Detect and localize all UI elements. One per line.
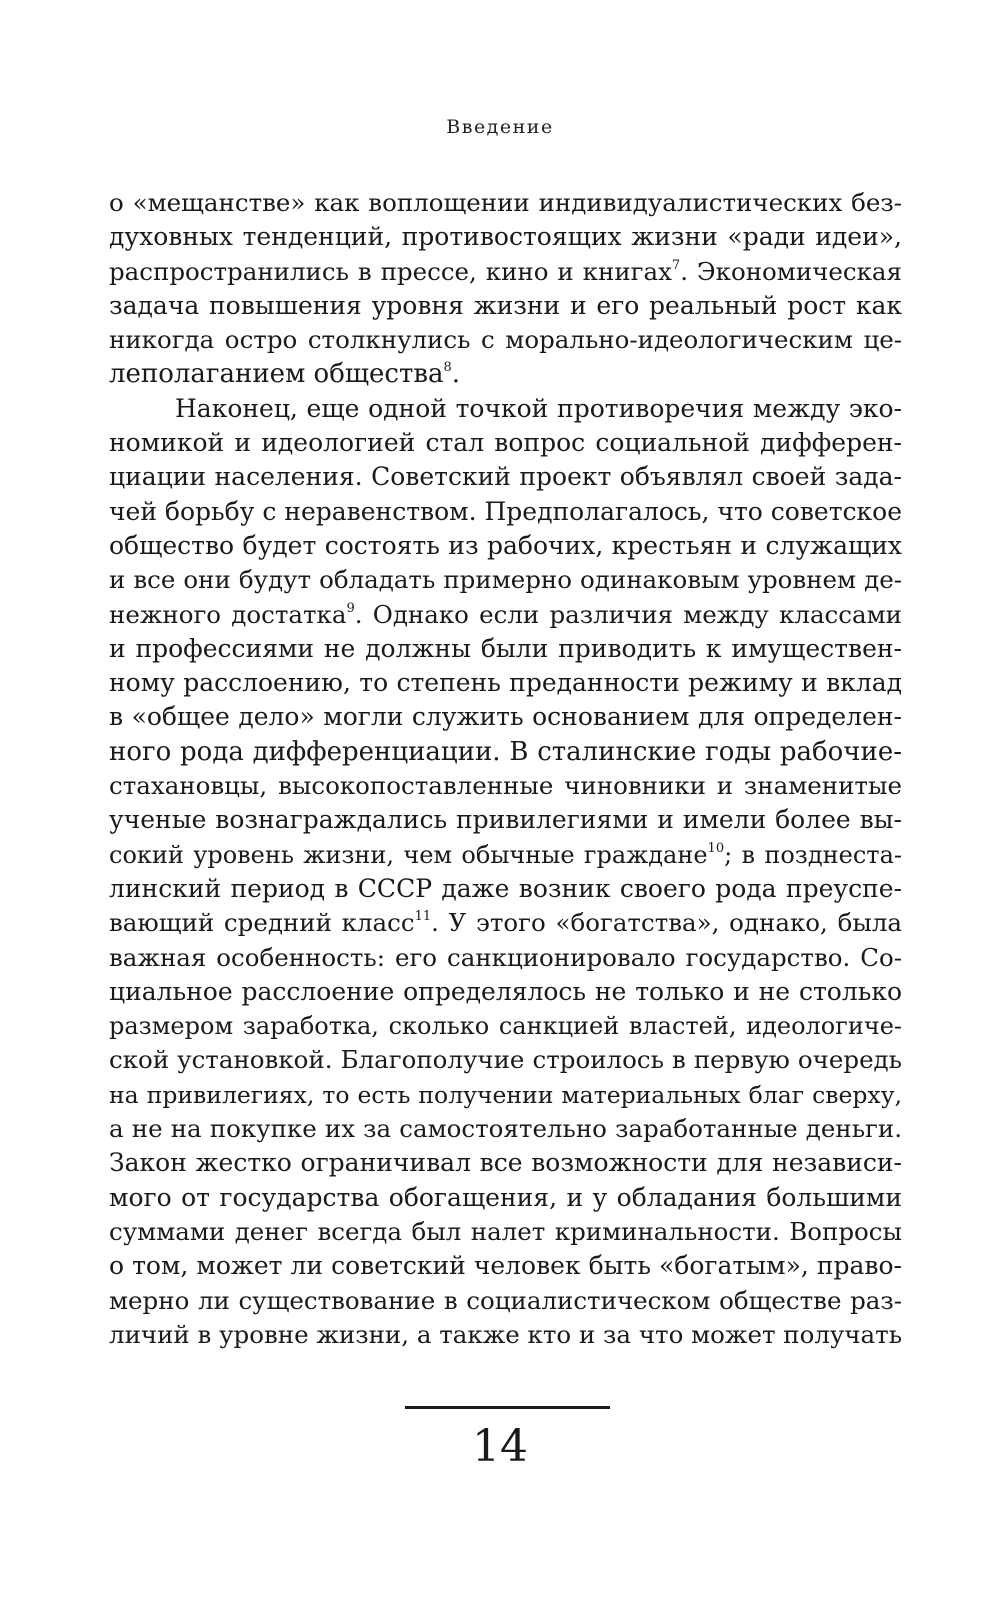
footnote-ref-8[interactable]: 8 [443, 360, 452, 376]
text-line: общество будет состоять из рабочих, крестьян и служащих [109, 530, 902, 560]
paragraph-2 [109, 392, 902, 1352]
text-line: личий в уровне жизни, а также кто и за что может получать [109, 1319, 902, 1349]
page-number-rule [405, 1406, 610, 1409]
text-line: и профессиями не должны были приводить к имуществен- [109, 633, 902, 663]
text-line: циальное расслоение определялось не только и не столько [109, 976, 902, 1006]
text-line [109, 598, 902, 632]
text-line: размером заработка, сколько санкцией властей, идеологиче- [109, 1012, 902, 1041]
line-segment: . [451, 359, 461, 390]
text-line: о «мещанстве» как воплощении индивидуалистических без- [109, 188, 902, 217]
text-line: чей борьбу с неравенством. Предполагалось, что советское [109, 496, 902, 526]
text-line [109, 906, 902, 940]
text-line: мого от государства обогащения, и у обладания большими [109, 1182, 902, 1212]
page-number: 14 [472, 1421, 528, 1472]
running-head: Введение [446, 116, 554, 138]
line-segment: леполаганием общества [109, 359, 444, 390]
text-line: линский период в СССР даже возник своего рода преуспе- [109, 873, 902, 903]
text-line: стахановцы, высокопоставленные чиновники и знаменитые [109, 771, 902, 801]
text-line [109, 255, 902, 289]
text-line: никогда остро столкнулись с морально-идеологическим це- [109, 325, 902, 355]
line-segment: сокий уровень жизни, чем обычные граждане [109, 840, 708, 869]
text-line: в «общее дело» могли служить основанием для определен- [109, 702, 902, 732]
text-line: задача повышения уровня жизни и его реальный рост как [109, 290, 902, 320]
text-line: духовных тенденций, противостоящих жизни «ради идеи», [109, 222, 902, 252]
line-segment: . Однако если различия между классами [354, 599, 902, 629]
text-line: а не на покупке их за самостоятельно заработанные деньги. [109, 1114, 902, 1144]
text-line: ской установкой. Благополучие строилось в первую очередь [109, 1045, 902, 1075]
text-line: ного рода дифференциации. В сталинские годы рабочие- [109, 736, 902, 767]
text-line: номикой и идеологией стал вопрос социальной дифферен- [109, 428, 902, 458]
line-segment: вающий средний класс [109, 908, 415, 938]
text-line [109, 838, 902, 872]
text-line: важная особенность: его санкционировало государство. Со- [109, 942, 902, 972]
line-segment: ; в позднеста- [724, 840, 902, 869]
text-line: ному расслоению, то степень преданности режиму и вклад [109, 668, 902, 698]
line-segment: . Экономическая [680, 256, 902, 286]
body-text [109, 186, 902, 1352]
paragraph-1 [109, 186, 902, 392]
line-segment: распространились в прессе, кино и книгах [109, 256, 672, 286]
footnote-ref-7[interactable]: 7 [671, 257, 681, 273]
footnote-ref-11[interactable]: 11 [414, 909, 432, 925]
text-line: и все они будут обладать примерно одинаковым уровнем де- [109, 565, 902, 595]
footnote-ref-9[interactable]: 9 [346, 600, 355, 616]
text-line: мерно ли существование в социалистическом обществе раз- [109, 1285, 902, 1315]
line-segment: нежного достатка [109, 599, 347, 629]
text-line: на привилегиях, то есть получении материальных благ сверху, [109, 1080, 902, 1109]
line-segment: . У этого «богатства», однако, была [431, 908, 902, 938]
text-line: о том, может ли советский человек быть «богатым», право- [109, 1251, 902, 1281]
footnote-ref-10[interactable]: 10 [707, 840, 725, 856]
text-line: Наконец, еще одной точкой противоречия между эко- [175, 393, 902, 423]
text-line: суммами денег всегда был налет криминальности. Вопросы [109, 1216, 902, 1246]
text-line: Закон жестко ограничивал все возможности для независи- [109, 1148, 902, 1178]
text-line: циации населения. Советский проект объявлял своей зада- [109, 462, 902, 492]
text-line: ученые вознаграждались привилегиями и имели более вы- [109, 805, 902, 835]
text-line [109, 357, 902, 391]
